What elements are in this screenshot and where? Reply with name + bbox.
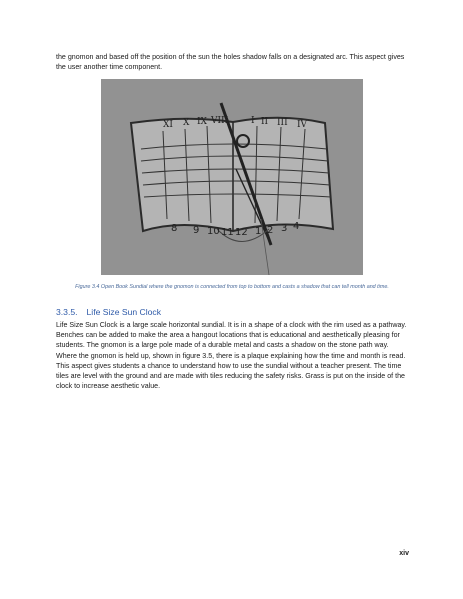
numeral-11: 11 (221, 227, 234, 238)
page-number: xiv (399, 550, 409, 557)
numeral-3: 3 (281, 223, 288, 234)
numeral-iv: IV (297, 120, 308, 130)
sundial-photo (101, 79, 363, 275)
numeral-viii: VIII (211, 116, 229, 126)
section-number: 3.3.5. (56, 307, 78, 317)
numeral-x: X (183, 118, 190, 128)
intro-paragraph: the gnomon and based off the position of the sun the holes shadow falls on a designated arc. This aspect gives the user another time component. (56, 53, 405, 72)
numeral-xi: XI (163, 120, 173, 130)
numeral-8: 8 (171, 223, 178, 234)
figure-caption: Figure 3.4 Open Book Sundial where the gnomon is connected from top to bottom and casts a shadow that can tell month and time. (75, 284, 389, 290)
numeral-12: 12 (235, 227, 248, 238)
numeral-ii: II (261, 117, 269, 127)
numeral-2: 2 (267, 225, 274, 236)
numeral-9: 9 (193, 225, 200, 236)
numeral-10: 10 (207, 226, 220, 237)
numeral-4: 4 (293, 221, 300, 232)
numeral-i: I (251, 116, 255, 126)
numeral-1: 1 (255, 226, 262, 237)
body-paragraph: Life Size Sun Clock is a large scale horizontal sundial. It is in a shape of a clock with the rim used as a pathway. Benches can be added to make the area a hangout locations that is educational and aesthetically pleasing for students. The gnomon is a large pole made of a durable metal and casts a shadow on the stone path way. Where the gnomon is held up, shown in figure 3.5, there is a plaque explaining how the time and month is read. This aspect gives students a chance to understand how to use the sundial without a teacher present. The time tiles are level with the ground and are made with tiles reducing the safety risks. Grass is put on the inside of the clock to increase aesthetic value. (56, 321, 407, 391)
numeral-ix: IX (197, 117, 207, 127)
section-title: Life Size Sun Clock (86, 307, 162, 317)
sundial-drawing (101, 79, 363, 275)
section-heading (56, 307, 161, 317)
numeral-iii: III (277, 118, 288, 128)
